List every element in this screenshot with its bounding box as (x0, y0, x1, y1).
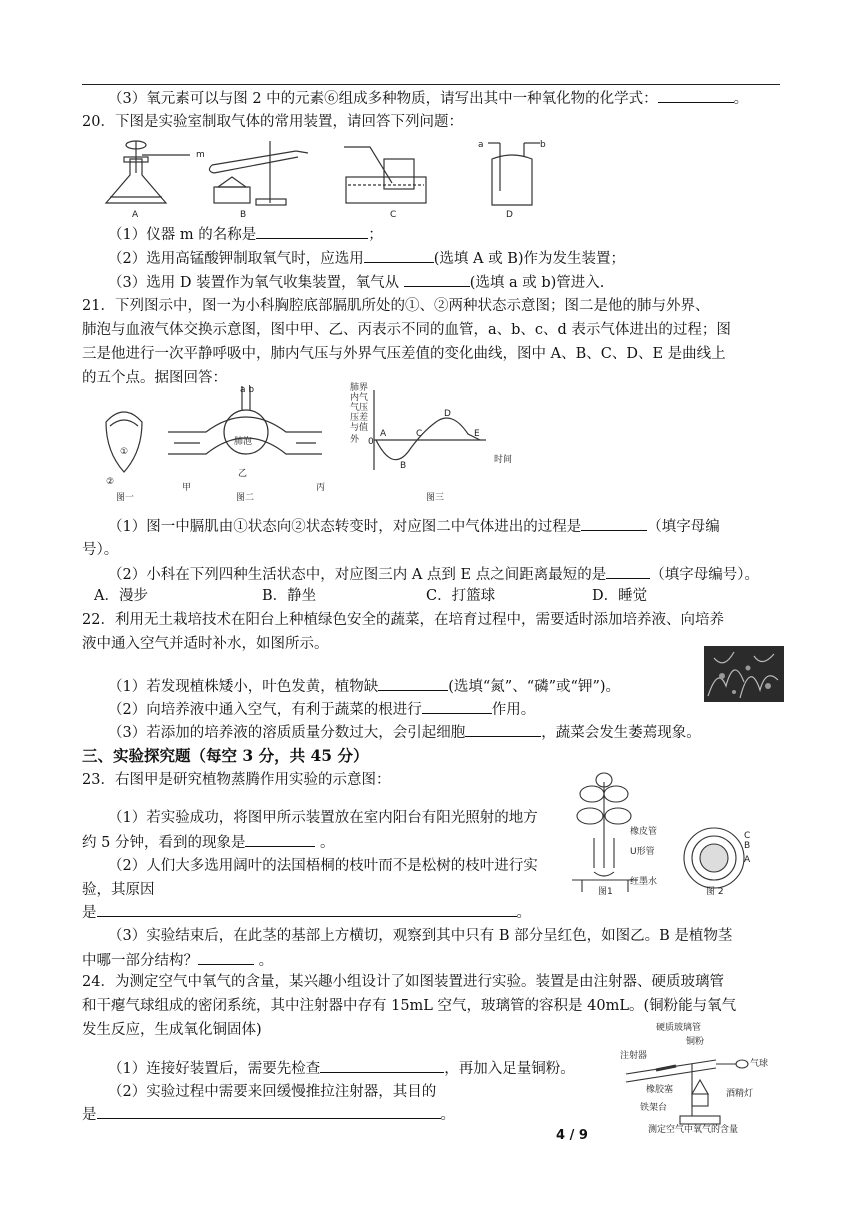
fig21-circle1: ① (120, 447, 129, 457)
fig21-circle2: ② (106, 477, 115, 487)
label-a: A (132, 210, 139, 220)
q21-2-text: （2）小科在下列四种生活状态中，对应图三内 A 点到 E 点之间距离最短的是 (108, 567, 607, 583)
q23-1-line-a: （1）若实验成功，将图甲所示装置放在室内阳台有阳光照射的地方 (108, 810, 538, 826)
q23-3-text: 中哪一部分结构？ (82, 953, 198, 969)
q20-3-end: (选填 a 或 b)管进入. (469, 275, 605, 291)
fig23-stem-section (684, 828, 744, 888)
q19-3-text: （3）氧元素可以与图 2 中的元素⑥组成多种物质，请写出其中一种氧化物的化学式： (108, 91, 658, 107)
fig21-point-c: C (416, 429, 423, 439)
fig23-ring-a: A (744, 855, 751, 865)
q20-2-line (108, 248, 625, 269)
q21-1-line (108, 516, 720, 537)
q21-1-text: （1）图一中膈肌由①状态向②状态转变时，对应图二中气体进出的过程是 (108, 519, 582, 535)
answer-blank[interactable] (606, 564, 650, 579)
header-rule (82, 84, 780, 85)
answer-blank[interactable] (658, 88, 734, 103)
answer-blank[interactable] (320, 1058, 444, 1073)
fig23-label-rubber-tube: 橡皮管 (630, 827, 658, 837)
label-d-a: a (478, 140, 484, 150)
fig24-label-stand: 铁架台 (640, 1103, 668, 1113)
q20-3-line (108, 272, 604, 293)
answer-blank[interactable] (198, 950, 254, 965)
q22-1-end: (选填“氮”、“磷”或“钾”)。 (448, 679, 621, 695)
q22-2-line (108, 699, 535, 720)
answer-blank[interactable] (404, 272, 470, 287)
fig23-label-red-ink: 红墨水 (630, 877, 658, 887)
q22-stem-2: 液中通入空气并适时补水，如图所示。 (82, 636, 329, 652)
q24-1-line (108, 1058, 575, 1079)
fig24-label-syringe: 注射器 (620, 1051, 648, 1061)
fig23-caption-1: 图1 (598, 887, 613, 897)
q21-1-end: （填字母编 (647, 519, 720, 535)
fig21-ylabel-5: 外 (350, 435, 360, 445)
fig21-ylabel-4: 与值 (350, 423, 369, 433)
q23-3-line-b (82, 950, 273, 971)
q21-stem-2: 肺泡与血液气体交换示意图，图中甲、乙、丙表示不同的血管，a、b、c、d 表示气体进出的过程；图 (82, 322, 731, 338)
q23-1-line-b (82, 832, 335, 853)
apparatus-a (106, 141, 190, 203)
fig24-label-glass-tube: 硬质玻璃管 (656, 1023, 702, 1033)
figure-20-apparatus (100, 137, 546, 221)
figure-24-oxygen-apparatus (616, 1020, 776, 1138)
q23-stem: 23．右图甲是研究植物蒸腾作用实验的示意图： (82, 772, 391, 788)
q20-2-text: （2）选用高锰酸钾制取氧气时，应选用 (108, 251, 364, 267)
q21-option-d: D．睡觉 (592, 588, 648, 604)
q20-1-line (108, 224, 383, 245)
label-d: D (506, 210, 513, 220)
fig21-caption-2: 图二 (236, 493, 255, 503)
q23-3-line-a: （3）实验结束后，在此茎的基部上方横切，观察到其中只有 B 部分呈红色，如图乙。B 是植物茎 (108, 928, 733, 944)
q19-3-end: 。 (733, 91, 749, 107)
q22-1-text: （1）若发现植株矮小，叶色发黄，植物缺 (108, 679, 379, 695)
fig21-alveolus-label: 肺泡 (234, 437, 253, 447)
q24-2-line-b (82, 1104, 455, 1125)
q20-3-text: （3）选用 D 装置作为氧气收集装置，氧气从 (108, 275, 404, 291)
page-number: 4 / 9 (556, 1128, 588, 1143)
fig24-label-stopper: 橡胶塞 (646, 1085, 674, 1095)
answer-blank[interactable] (465, 722, 541, 737)
fig21-vessel-3: 丙 (316, 483, 326, 493)
fig24-caption: 测定空气中氧气的含量 (648, 1125, 739, 1135)
q24-2-line-a: （2）实验过程中需要来回缓慢推拉注射器，其目的 (108, 1084, 437, 1100)
figure-23-transpiration (568, 772, 768, 896)
section-3-heading: 三、实验探究题（每空 3 分，共 45 分） (82, 746, 369, 765)
q21-stem-1: 21．下列图示中，图一为小科胸腔底部膈肌所处的①、②两种状态示意图；图二是他的肺与外界、 (82, 298, 710, 314)
fig23-ring-c: C (744, 831, 751, 841)
fig21-point-e: E (474, 429, 480, 439)
answer-blank[interactable] (364, 248, 434, 263)
answer-blank[interactable] (245, 832, 315, 847)
label-b: B (240, 210, 247, 220)
q22-2-text: （2）向培养液中通入空气，有利于蔬菜的根进行 (108, 702, 422, 718)
q23-2-line-a: （2）人们大多选用阔叶的法国梧桐的枝叶而不是松树的枝叶进行实 (108, 858, 538, 874)
fig24-label-lamp: 酒精灯 (726, 1089, 754, 1099)
fig21-point-a: A (380, 429, 387, 439)
label-d-b: b (540, 140, 546, 150)
answer-blank[interactable] (581, 516, 647, 531)
fig23-ring-b: B (744, 841, 751, 851)
fig24-label-copper: 铜粉 (686, 1037, 705, 1047)
fig21-ylabel-2: 气压 (350, 403, 369, 413)
fig21-ylabel-3: 压差 (350, 413, 369, 423)
answer-blank[interactable] (97, 1104, 441, 1119)
q21-stem-3: 三是他进行一次平静呼吸中，肺内气压与外界气压差值的变化曲线，图中 A、B、C、D、E 是曲线上 (82, 346, 726, 362)
answer-blank[interactable] (97, 902, 517, 917)
q21-stem-4: 的五个点。据图回答： (82, 370, 227, 386)
q23-1-text: 约 5 分钟，看到的现象是 (82, 835, 246, 851)
fig21-vessel-2: 乙 (238, 469, 248, 479)
q24-1-text: （1）连接好装置后，需要先检查 (108, 1061, 321, 1077)
q24-1-end: ，再加入足量铜粉。 (444, 1061, 575, 1077)
answer-blank[interactable] (422, 699, 492, 714)
q21-option-b: B．静坐 (262, 588, 317, 604)
q24-stem-1: 24．为测定空气中氧气的含量，某兴趣小组设计了如图装置进行实验。装置是由注射器、硬质玻璃管 (82, 974, 724, 990)
fig24-label-balloon: 气球 (750, 1059, 769, 1069)
q21-2-line (108, 564, 759, 585)
q22-1-line (108, 676, 620, 697)
fig21-pressure-curve (374, 390, 486, 470)
answer-blank[interactable] (378, 676, 448, 691)
q21-2-end: （填字母编号）。 (650, 567, 759, 583)
q24-stem-3: 发生反应，生成氧化铜固体) (82, 1022, 262, 1038)
fig21-vessel-1: 甲 (182, 483, 192, 493)
fig21-zero: 0 (368, 437, 374, 447)
q23-1-end: 。 (315, 835, 335, 851)
q23-2-line-c (82, 902, 531, 923)
fig21-point-b: B (400, 461, 407, 471)
q20-stem: 20．下图是实验室制取气体的常用装置，请回答下列问题： (82, 114, 463, 130)
apparatus-d (488, 143, 540, 205)
answer-blank[interactable] (256, 224, 368, 239)
fig21-xlabel: 时间 (494, 455, 513, 465)
q22-3-text: （3）若添加的培养液的溶质质量分数过大，会引起细胞 (108, 725, 466, 741)
q22-stem-1: 22．利用无土栽培技术在阳台上种植绿色安全的蔬菜，在培育过程中，需要适时添加培养液、向培养 (82, 612, 724, 628)
q21-option-c: C．打篮球 (426, 588, 496, 604)
figure-21-respiration (96, 382, 536, 506)
label-c: C (390, 210, 397, 220)
q19-3-line (108, 88, 748, 109)
q20-1-end: ； (368, 227, 383, 243)
q21-option-a: A．漫步 (94, 588, 148, 604)
q21-1-cont: 号）。 (82, 542, 119, 558)
q24-2-end: 。 (440, 1107, 455, 1123)
q22-3-line (108, 722, 701, 743)
fig21-caption-3: 图三 (426, 493, 445, 503)
q24-2-text: 是 (82, 1107, 97, 1123)
fig21-diaphragm (106, 412, 142, 472)
q23-2-end: 。 (516, 905, 531, 921)
apparatus-b (209, 141, 308, 205)
q22-2-end: 作用。 (491, 702, 536, 718)
fig21-ab: a b (240, 385, 255, 395)
q23-2-text: 是 (82, 905, 97, 921)
fig21-ylabel-0: 肺界 (350, 383, 369, 393)
fig23-caption-2: 图 2 (706, 887, 724, 897)
label-m: m (196, 150, 205, 160)
q20-2-end: (选填 A 或 B)作为发生装置； (433, 251, 626, 267)
fig21-ylabel-1: 内气 (350, 393, 369, 403)
fig21-caption-1: 图一 (116, 493, 135, 503)
fig23-label-u-tube: U形管 (630, 847, 655, 857)
q22-3-end: ，蔬菜会发生萎蔫现象。 (541, 725, 701, 741)
q23-2-line-b: 验，其原因 (82, 882, 155, 898)
fig23-plant (572, 773, 638, 892)
q24-stem-2: 和干瘪气球组成的密闭系统，其中注射器中存有 15mL 空气，玻璃管的容积是 40mL。(铜粉能与氧气 (82, 998, 737, 1014)
apparatus-c (344, 147, 426, 203)
fig21-point-d: D (444, 409, 451, 419)
q20-1-text: （1）仪器 m 的名称是 (108, 227, 257, 243)
q23-3-end: 。 (254, 953, 274, 969)
figure-22-vegetable-photo (704, 646, 784, 702)
